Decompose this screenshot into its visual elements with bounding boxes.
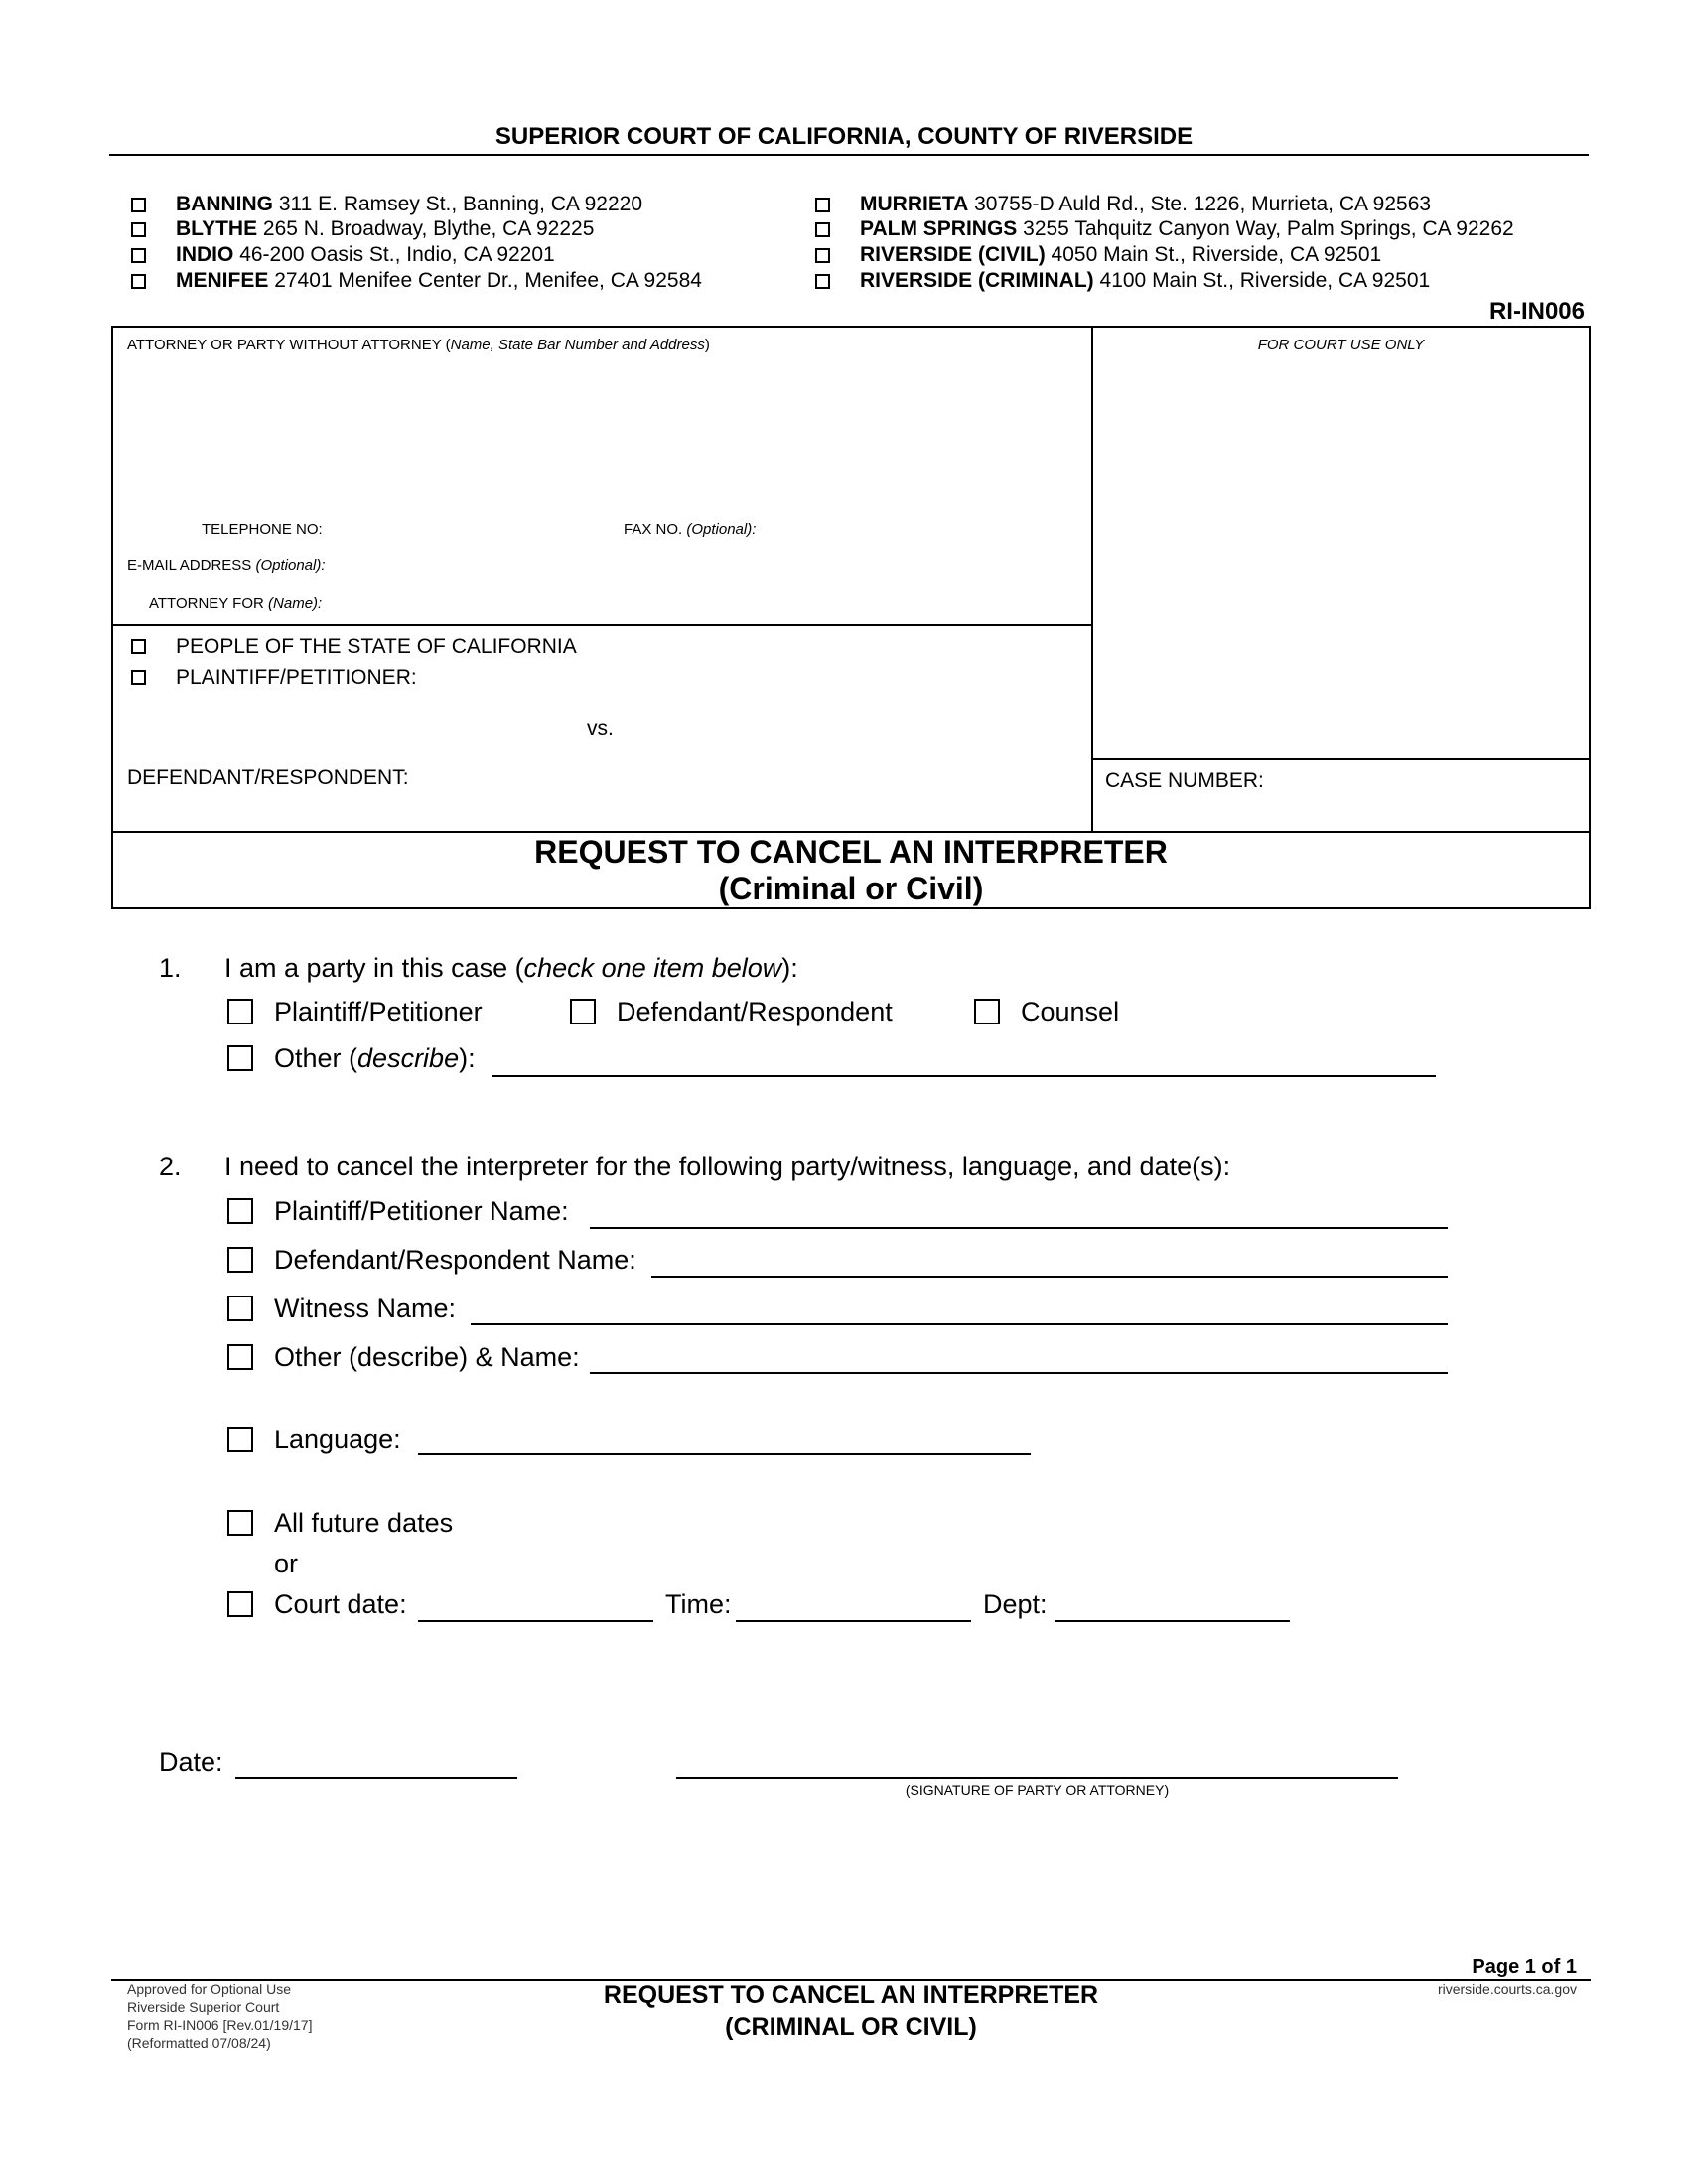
item2-text: I need to cancel the interpreter for the following party/witness, language, and date(s): xyxy=(224,1152,1231,1181)
location-checkbox[interactable] xyxy=(131,198,146,212)
location-checkbox[interactable] xyxy=(815,222,830,237)
footer-subtitle: (CRIMINAL OR CIVIL) xyxy=(725,2013,977,2041)
time-input[interactable] xyxy=(736,1620,971,1622)
location-item: INDIO 46-200 Oasis St., Indio, CA 92201 xyxy=(176,243,555,266)
defendant-name-input[interactable] xyxy=(651,1276,1448,1278)
fax-label: FAX NO. (Optional): xyxy=(624,521,757,538)
party-other-label: Other (describe): xyxy=(274,1043,476,1073)
people-label: PEOPLE OF THE STATE OF CALIFORNIA xyxy=(176,635,577,658)
location-item: MENIFEE 27401 Menifee Center Dr., Menifee, CA 92584 xyxy=(176,269,702,292)
footer-form-rev: Form RI-IN006 [Rev.01/19/17] xyxy=(127,2017,313,2033)
signature-label: (SIGNATURE OF PARTY OR ATTORNEY) xyxy=(905,1782,1170,1798)
item1-text: I am a party in this case (check one item below): xyxy=(224,953,798,983)
dept-input[interactable] xyxy=(1055,1620,1290,1622)
location-item: RIVERSIDE (CIVIL) 4050 Main St., Riverside, CA 92501 xyxy=(860,243,1382,266)
cancel-defendant-label: Defendant/Respondent Name: xyxy=(274,1245,636,1275)
caption-vertical-divider xyxy=(1091,326,1093,832)
location-item: BLYTHE 265 N. Broadway, Blythe, CA 92225 xyxy=(176,217,595,240)
location-checkbox[interactable] xyxy=(815,198,830,212)
footer-approved: Approved for Optional Use xyxy=(127,1981,291,1997)
telephone-label: TELEPHONE NO: xyxy=(202,521,323,538)
time-label: Time: xyxy=(665,1589,732,1619)
title-divider xyxy=(111,831,1591,833)
attorney-label: ATTORNEY OR PARTY WITHOUT ATTORNEY (Name, State Bar Number and Address) xyxy=(127,337,710,353)
footer-website[interactable]: riverside.courts.ca.gov xyxy=(1437,1981,1577,1997)
other-name-input[interactable] xyxy=(590,1372,1448,1374)
witness-name-input[interactable] xyxy=(471,1323,1448,1325)
location-item: MURRIETA 30755-D Auld Rd., Ste. 1226, Murrieta, CA 92563 xyxy=(860,193,1432,215)
party-defendant-checkbox[interactable] xyxy=(570,999,596,1024)
form-subtitle: (Criminal or Civil) xyxy=(718,871,984,906)
footer-court: Riverside Superior Court xyxy=(127,1999,280,2015)
party-counsel-checkbox[interactable] xyxy=(974,999,1000,1024)
date-input[interactable] xyxy=(235,1777,517,1779)
header-rule xyxy=(109,154,1589,156)
email-label: E-MAIL ADDRESS (Optional): xyxy=(127,557,326,574)
location-item: BANNING 311 E. Ramsey St., Banning, CA 92220 xyxy=(176,193,643,215)
defendant-label: DEFENDANT/RESPONDENT: xyxy=(127,766,409,789)
all-future-label: All future dates xyxy=(274,1508,454,1538)
language-input[interactable] xyxy=(418,1453,1031,1455)
location-item: RIVERSIDE (CRIMINAL) 4100 Main St., Riverside, CA 92501 xyxy=(860,269,1431,292)
party-other-checkbox[interactable] xyxy=(227,1045,253,1071)
footer-reformatted: (Reformatted 07/08/24) xyxy=(127,2035,271,2051)
case-number-label: CASE NUMBER: xyxy=(1105,769,1264,792)
cancel-witness-label: Witness Name: xyxy=(274,1294,457,1323)
people-checkbox[interactable] xyxy=(131,639,146,654)
cancel-plaintiff-label: Plaintiff/Petitioner Name: xyxy=(274,1196,569,1226)
page-number: Page 1 of 1 xyxy=(1472,1956,1577,1978)
court-use-label: FOR COURT USE ONLY xyxy=(1257,337,1425,353)
location-checkbox[interactable] xyxy=(815,248,830,263)
item2-number: 2. xyxy=(159,1152,182,1181)
all-future-checkbox[interactable] xyxy=(227,1510,253,1536)
location-checkbox[interactable] xyxy=(131,222,146,237)
court-use-case-divider xyxy=(1091,758,1591,760)
date-label: Date: xyxy=(159,1747,223,1777)
cancel-witness-checkbox[interactable] xyxy=(227,1296,253,1321)
footer-title: REQUEST TO CANCEL AN INTERPRETER xyxy=(603,1981,1099,2009)
party-plaintiff-checkbox[interactable] xyxy=(227,999,253,1024)
party-defendant-label: Defendant/Respondent xyxy=(617,997,893,1026)
plaintiff-label: PLAINTIFF/PETITIONER: xyxy=(176,666,417,689)
form-id: RI-IN006 xyxy=(1488,298,1585,325)
signature-input[interactable] xyxy=(676,1777,1398,1779)
party-plaintiff-label: Plaintiff/Petitioner xyxy=(274,997,483,1026)
or-label: or xyxy=(274,1549,299,1578)
language-checkbox[interactable] xyxy=(227,1427,253,1452)
caption-box xyxy=(111,326,1591,909)
vs-label: vs. xyxy=(587,717,614,740)
party-other-input[interactable] xyxy=(492,1075,1436,1077)
court-title: SUPERIOR COURT OF CALIFORNIA, COUNTY OF RIVERSIDE xyxy=(494,123,1194,150)
party-counsel-label: Counsel xyxy=(1021,997,1120,1026)
court-date-input[interactable] xyxy=(418,1620,653,1622)
court-date-checkbox[interactable] xyxy=(227,1591,253,1617)
cancel-defendant-checkbox[interactable] xyxy=(227,1247,253,1273)
dept-label: Dept: xyxy=(983,1589,1048,1619)
attorney-for-label: ATTORNEY FOR (Name): xyxy=(149,595,323,612)
cancel-other-label: Other (describe) & Name: xyxy=(274,1342,580,1372)
cancel-other-checkbox[interactable] xyxy=(227,1344,253,1370)
location-item: PALM SPRINGS 3255 Tahquitz Canyon Way, Palm Springs, CA 92262 xyxy=(860,217,1514,240)
location-checkbox[interactable] xyxy=(815,274,830,289)
plaintiff-checkbox[interactable] xyxy=(131,670,146,685)
location-checkbox[interactable] xyxy=(131,248,146,263)
item1-number: 1. xyxy=(159,953,182,983)
attorney-party-divider xyxy=(111,624,1092,626)
location-checkbox[interactable] xyxy=(131,274,146,289)
form-title: REQUEST TO CANCEL AN INTERPRETER xyxy=(534,834,1168,870)
court-date-label: Court date: xyxy=(274,1589,407,1619)
cancel-plaintiff-checkbox[interactable] xyxy=(227,1198,253,1224)
plaintiff-name-input[interactable] xyxy=(590,1227,1448,1229)
language-label: Language: xyxy=(274,1425,401,1454)
